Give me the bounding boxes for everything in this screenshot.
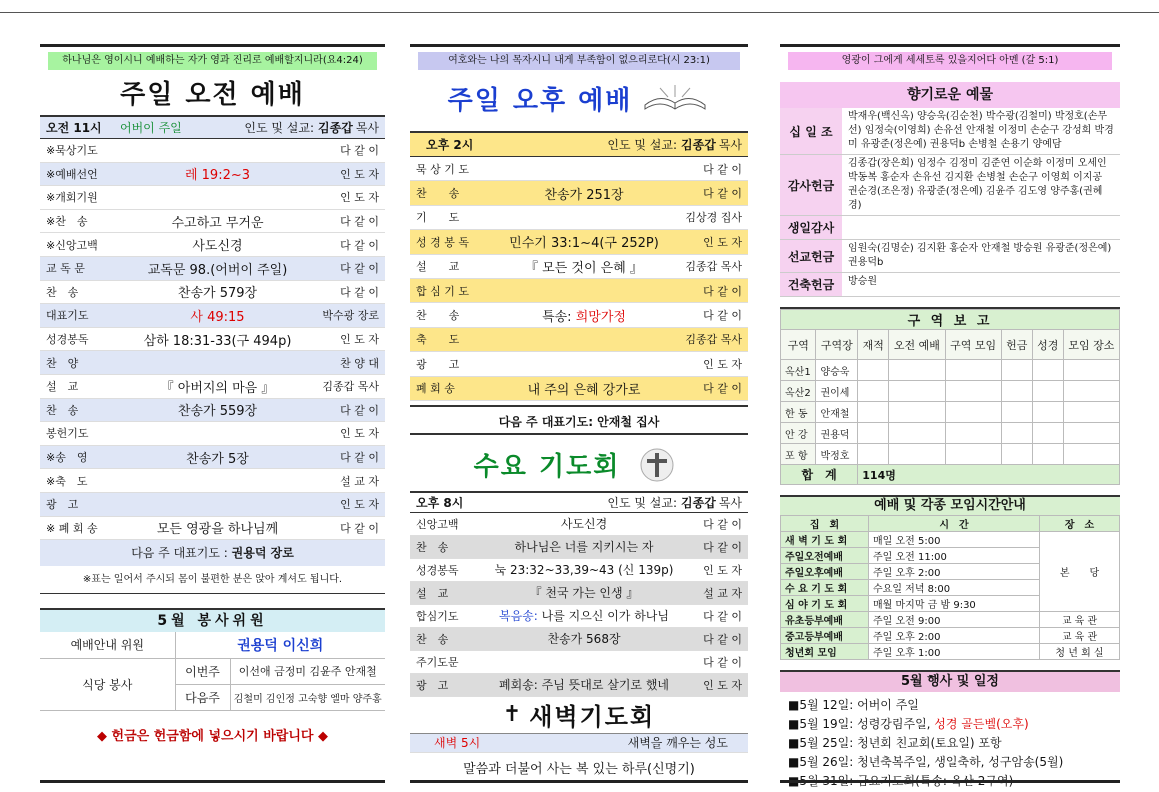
order-row <box>40 233 385 257</box>
district-row: 옥산1 양승욱 <box>781 360 1120 381</box>
district-row: 옥산2 권이세 <box>781 381 1120 402</box>
order-content: 폐회송: 주님 뜻대로 살기로 했네 <box>499 678 669 693</box>
order-label: 설 교 <box>416 586 449 600</box>
order-person: 다 같 이 <box>703 655 742 669</box>
order-row <box>410 157 748 181</box>
verse-banner: 여호와는 나의 목자시니 내게 부족함이 없으리로다(시 23:1) <box>418 52 740 70</box>
offering-note: ◆ 헌금은 헌금함에 넣으시기 바랍니다 ◆ <box>97 728 328 744</box>
order-label: 폐 회 송 <box>416 382 455 396</box>
order-content: 찬송가 559장 <box>177 404 258 420</box>
schedule-row: 청년회 모임 주일 오후 1:00 청 년 회 실 <box>781 644 1120 660</box>
order-person: 김종갑 목사 <box>685 333 742 347</box>
order-person: 김상경 집사 <box>685 211 742 225</box>
top-border <box>0 12 1159 13</box>
order-label: 묵 상 기 도 <box>416 162 469 176</box>
order-row <box>40 422 385 446</box>
order-label: 대표기도 <box>46 309 89 323</box>
order-row <box>410 279 748 303</box>
order-label: 성 경 봉 독 <box>416 235 469 249</box>
order-content: 내 주의 은혜 강가로 <box>527 382 641 398</box>
order-person: 다 같 이 <box>703 632 742 646</box>
order-content: 찬송가 568장 <box>547 632 621 647</box>
district-row: 포 항 박정호 <box>781 444 1120 465</box>
order-person: 다 같 이 <box>340 403 379 417</box>
order-person: 인 도 자 <box>340 333 379 347</box>
order-label: ※송 영 <box>46 451 88 465</box>
events-title: 5월 행사 및 일정 <box>780 672 1120 692</box>
offering-row: 감사헌금 김종갑(장은희) 임정수 김정미 김준연 이순화 이정미 오세인 박동복 홍순자 손유선 김지환 손병철 손순구 이영희 이지공 권순경(조은정) 유광준(정은예) 김윤주 김도영 양주홍(권혜경) <box>780 155 1120 216</box>
order-person: 설 교 자 <box>340 474 379 488</box>
verse-banner: 영광이 그에게 세세토록 있을지어다 아멘 (갈 5:1) <box>788 52 1112 70</box>
order-person: 다 같 이 <box>340 215 379 229</box>
schedule-row: 중고등부예배 주일 오후 2:00 교 육 관 <box>781 628 1120 644</box>
order-row <box>410 377 748 401</box>
afternoon-order-list <box>410 157 748 401</box>
order-label: 광 고 <box>416 357 460 371</box>
order-person: 다 같 이 <box>703 517 742 531</box>
event-item: ■5월 19일: 성령강림주일, 성경 골든벨(오후) <box>788 717 1029 731</box>
order-label: 설 교 <box>416 260 460 274</box>
order-label: ※개회기원 <box>46 191 98 205</box>
order-row <box>410 181 748 205</box>
order-label: 광 고 <box>416 678 449 692</box>
order-row <box>410 559 748 582</box>
order-person: 설 교 자 <box>703 586 742 600</box>
order-person: 인 도 자 <box>703 357 742 371</box>
order-label: 찬 송 <box>46 403 79 417</box>
service-header: 오후 2시 인도 및 설교: 김종갑 목사 <box>410 131 748 157</box>
order-content: 찬송가 251장 <box>544 187 624 203</box>
preacher-name: 김종갑 <box>318 121 353 135</box>
afternoon-service-column: 여호와는 나의 목자시니 내게 부족함이 없으리로다(시 23:1) 주일 오후 예배 오후 2시 인도 및 설교: 김종갑 목사 묵 상 기 도 다 같 이 찬 송 찬송가 251장 다 같 이 기 도 김상경 집사 성 경 봉 독 민수기 33:1~4(구 252P) 인 도 자 설 교 『 모든 것이 은혜 』 김종갑 목사 합 심 기 도 다 같 이 찬 송 특송: 희망가정 다 같 이 축 도 김종갑 목사 광 고 인 도 자 폐 회 송 내 주의 은혜 강가로 다 같 이 다음 주 대표기도: 안재철 집사 수요 기도회 오후 8시 인도 및 설교: 김종갑 목사 신앙고백 사도신경 다 같 이 찬 송 하나님은 너를 지키시는 자 다 같 이 성경봉독 눅 23:32~33,39~43 (신 139p) 인 도 자 설 교 『 천국 가는 인생 』 설 교 자 합심기도 복음송: 나를 지으신 이가 하나님 다 같 이 찬 송 찬송가 568장 다 같 이 주기도문 다 같 이 광 고 폐회송: 주님 뜻대로 살기로 했네 인 도 자 ✝ 새벽기도회 새벽 5시 새벽을 깨우는 성도 말씀과 더불어 사는 복 있는 하루(신명기) <box>410 44 748 787</box>
order-row <box>40 186 385 210</box>
schedule-row: 주일오전예배 주일 오전 11:00 <box>781 548 1120 564</box>
order-content: 눅 23:32~33,39~43 (신 139p) <box>494 563 674 578</box>
wednesday-title: 수요 기도회 <box>473 452 621 483</box>
schedule-table: 집 회 시 간 장 소 새 벽 기 도 회 매일 오전 5:00 본 당 주일오전예배 주일 오전 11:00 주일오후예배 주일 오후 2:00 수 요 기 도 회 수요일 저녁 8:00 심 야 기 도 회 매월 마지막 금 밤 9:30 유초등부예배 주일 오전 9:00 교 육 관 중고등부예배 주일 오후 2:00 교 육 관 청년회 모임 주일 오후 1:00 청 년 회 실 <box>780 515 1120 660</box>
order-row <box>40 517 385 541</box>
servers-table: 예배안내 위원 권용덕 이신희 식당 봉사 이번주 이선애 금정미 김윤주 안재철 다음주 김철미 김인정 고숙향 엘마 양주홍 <box>40 632 385 711</box>
dawn-time: 새벽 5시 <box>434 736 481 751</box>
order-content: 『 아버지의 마음 』 <box>160 380 275 396</box>
order-label: 합심기도 <box>416 609 459 623</box>
order-label: ※ 폐 회 송 <box>46 521 98 535</box>
order-content: 특송: 희망가정 <box>542 309 626 325</box>
order-row <box>410 651 748 674</box>
order-content: 복음송: 나를 지으신 이가 하나님 <box>498 609 669 624</box>
service-header: 오전 11시 어버이 주일 인도 및 설교: 김종갑 목사 <box>40 115 385 139</box>
order-label: 성경봉독 <box>46 333 89 347</box>
notices-column <box>780 44 1120 792</box>
event-item: ■5월 25일: 청년회 친교회(토요일) 포항 <box>788 736 1002 750</box>
event-item: ■5월 26일: 청년축복주일, 생일축하, 성구암송(5월) <box>788 755 1064 769</box>
order-person: 다 같 이 <box>340 285 379 299</box>
order-person: 인 도 자 <box>340 191 379 205</box>
order-row <box>40 257 385 281</box>
servers-title: 5월 봉사위원 <box>40 610 385 632</box>
event-item: ■5월 12일: 어버이 주일 <box>788 698 919 712</box>
schedule-title: 예배 및 각종 모임시간안내 <box>780 497 1120 515</box>
schedule-row: 주일오후예배 주일 오후 2:00 <box>781 564 1120 580</box>
service-theme: 어버이 주일 <box>120 121 182 135</box>
order-row <box>40 375 385 399</box>
order-person: 다 같 이 <box>340 521 379 535</box>
order-content: 하나님은 너를 지키시는 자 <box>514 540 654 555</box>
district-table: 구 역 보 고 구역 구역장 재적 오전 예배 구역 모임 헌금 성경 모임 장소 옥산1 양승욱 옥산2 권이세 한 동 안재철 안 강 권용덕 포 항 박정호 합 계 114명 <box>780 309 1120 485</box>
order-person: 박수광 장로 <box>322 309 379 323</box>
order-label: ※찬 송 <box>46 215 88 229</box>
offerings-list <box>780 108 1120 297</box>
order-row <box>410 230 748 254</box>
order-label: 합 심 기 도 <box>416 284 469 298</box>
cross-icon <box>630 445 684 485</box>
order-content: 찬송가 5장 <box>186 451 249 467</box>
order-label: 찬 송 <box>416 187 460 201</box>
order-content: 사 49:15 <box>190 309 245 325</box>
order-row <box>40 281 385 305</box>
order-content: 『 모든 것이 은혜 』 <box>525 260 643 276</box>
order-person: 인 도 자 <box>703 678 742 692</box>
order-label: ※축 도 <box>46 474 88 488</box>
wed-header: 오후 8시 인도 및 설교: 김종갑 목사 <box>410 491 748 513</box>
order-row <box>40 469 385 493</box>
order-row <box>410 303 748 327</box>
order-label: 찬 송 <box>416 309 460 323</box>
order-label: ※예배선언 <box>46 167 98 181</box>
order-person: 찬 양 대 <box>340 356 379 370</box>
order-label: 찬 송 <box>416 540 449 554</box>
order-row <box>410 582 748 605</box>
order-row <box>40 139 385 163</box>
service-time: 오전 11시 <box>46 121 102 135</box>
next-prayer: 다음 주 대표기도 : 권용덕 장로 <box>40 540 385 566</box>
order-label: 교 독 문 <box>46 262 85 276</box>
morning-order-list <box>40 139 385 540</box>
order-row <box>410 513 748 536</box>
order-content: 수고하고 무거운 <box>171 215 264 231</box>
order-row <box>410 605 748 628</box>
order-row <box>410 206 748 230</box>
order-person: 다 같 이 <box>340 451 379 465</box>
order-row <box>410 628 748 651</box>
order-row <box>410 674 748 697</box>
order-person: 김종갑 목사 <box>685 260 742 274</box>
order-person: 다 같 이 <box>340 238 379 252</box>
order-label: 신앙고백 <box>416 517 459 531</box>
order-label: 찬 양 <box>46 356 79 370</box>
order-row <box>40 304 385 328</box>
schedule-row: 심 야 기 도 회 매월 마지막 금 밤 9:30 <box>781 596 1120 612</box>
order-label: 봉헌기도 <box>46 427 89 441</box>
order-person: 다 같 이 <box>340 262 379 276</box>
district-row: 안 강 권용덕 <box>781 423 1120 444</box>
order-label: 주기도문 <box>416 655 459 669</box>
order-content: 사도신경 <box>560 517 608 532</box>
order-content: 민수기 33:1~4(구 252P) <box>509 236 659 252</box>
dawn-book: 말씀과 더불어 사는 복 있는 하루(신명기) <box>463 761 695 777</box>
order-person: 다 같 이 <box>703 540 742 554</box>
afternoon-service-title: 주일 오후 예배 <box>447 85 633 116</box>
verse-banner: 하나님은 영이시니 예배하는 자가 영과 진리로 예배할지니라(요4:24) <box>48 52 377 70</box>
schedule-row: 새 벽 기 도 회 매일 오전 5:00 본 당 <box>781 532 1120 548</box>
order-row <box>410 352 748 376</box>
order-content: 『 천국 가는 인생 』 <box>529 586 639 601</box>
order-person: 다 같 이 <box>340 144 379 158</box>
order-row <box>40 163 385 187</box>
order-person: 인 도 자 <box>340 167 379 181</box>
order-person: 다 같 이 <box>703 284 742 298</box>
order-content: 사도신경 <box>192 239 243 255</box>
offering-row: 건축헌금 방승원 <box>780 273 1120 297</box>
order-row <box>40 210 385 234</box>
order-content: 레 19:2~3 <box>184 168 251 184</box>
order-row <box>40 493 385 517</box>
next-prayer: 다음 주 대표기도: 안재철 집사 <box>410 405 748 435</box>
cross-icon: ✝ <box>502 702 522 728</box>
order-person: 인 도 자 <box>703 563 742 577</box>
event-item: ■5월 31일: 금요기도회(특송: 옥산 2구역) <box>788 774 1014 788</box>
order-label: 광 고 <box>46 498 79 512</box>
offering-row: 선교헌금 임원숙(김명순) 김지환 홍순자 안재철 방승원 유광준(정은예) 권용덕b <box>780 240 1120 273</box>
order-label: 성경봉독 <box>416 563 459 577</box>
order-content: 찬송가 579장 <box>177 286 258 302</box>
events-list <box>780 692 1120 792</box>
district-row: 한 동 안재철 <box>781 402 1120 423</box>
order-label: ※묵상기도 <box>46 144 98 158</box>
order-person: 인 도 자 <box>340 427 379 441</box>
order-label: ※신앙고백 <box>46 238 98 252</box>
order-row <box>410 536 748 559</box>
order-person: 인 도 자 <box>340 498 379 512</box>
order-person: 인 도 자 <box>703 235 742 249</box>
bible-icon <box>640 83 710 113</box>
order-row <box>410 255 748 279</box>
dawn-title: 새벽기도회 <box>529 703 656 732</box>
offering-row: 십 일 조 박재우(백신옥) 양승욱(김순천) 박수광(김철미) 박정호(손무선) 임정숙(이영희) 손유선 안재철 이정미 손순구 강성희 박경미 유광준(정은예) 권용덕b 손병철 손용기 양예담 <box>780 108 1120 155</box>
offering-row: 생일감사 <box>780 216 1120 240</box>
schedule-row: 유초등부예배 주일 오전 9:00 교 육 관 <box>781 612 1120 628</box>
morning-service-title: 주일 오전 예배 <box>120 80 305 110</box>
morning-service-column <box>40 44 385 744</box>
order-person: 다 같 이 <box>703 187 742 201</box>
order-label: 설 교 <box>46 380 79 394</box>
schedule-row: 수 요 기 도 회 수요일 저녁 8:00 <box>781 580 1120 596</box>
order-label: 찬 송 <box>46 285 79 299</box>
offering-title: 향기로운 예물 <box>780 82 1120 108</box>
order-person: 다 같 이 <box>703 309 742 323</box>
order-row <box>410 328 748 352</box>
order-person: 다 같 이 <box>703 382 742 396</box>
standing-note: ※표는 일어서 주시되 몸이 불편한 분은 앉아 계셔도 됩니다. <box>40 566 385 594</box>
order-label: 찬 송 <box>416 632 449 646</box>
order-person: 다 같 이 <box>703 162 742 176</box>
order-row <box>40 399 385 423</box>
order-content: 교독문 98.(어버이 주일) <box>147 262 288 278</box>
order-person: 김종갑 목사 <box>322 380 379 394</box>
order-content: 삼하 18:31-33(구 494p) <box>143 333 292 349</box>
order-person: 다 같 이 <box>703 609 742 623</box>
order-content: 모든 영광을 하나님께 <box>156 522 279 538</box>
order-row <box>40 328 385 352</box>
order-label: 기 도 <box>416 211 460 225</box>
order-label: 축 도 <box>416 333 460 347</box>
order-row <box>40 351 385 375</box>
wednesday-order-list <box>410 513 748 697</box>
order-row <box>40 446 385 470</box>
